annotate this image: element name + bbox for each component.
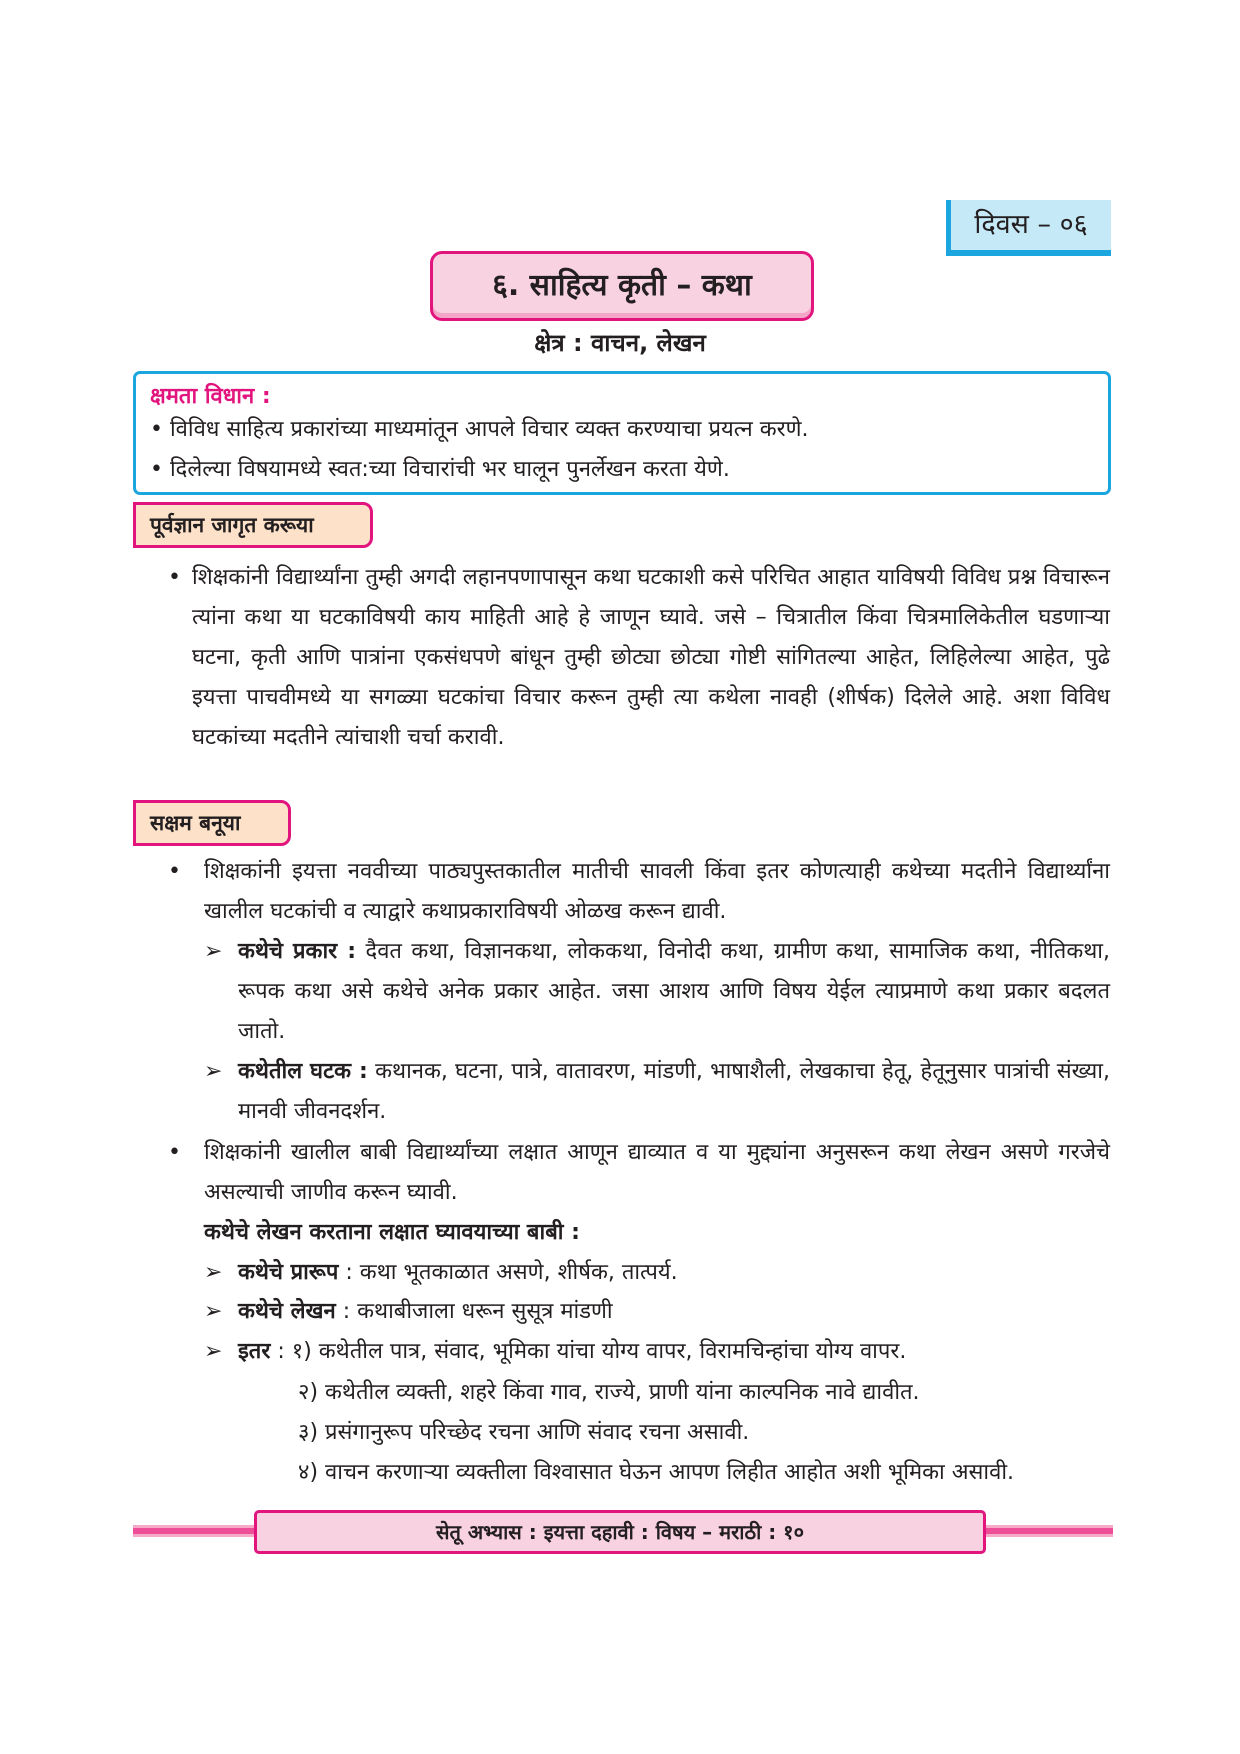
- capability-item: • दिलेल्या विषयामध्ये स्वत:च्या विचारांची भर घालून पुनर्लेखन करता येणे.: [150, 457, 730, 482]
- day-badge: दिवस – ०६: [946, 200, 1111, 256]
- prior-knowledge-text: शिक्षकांनी विद्यार्थ्यांना तुम्ही अगदी लहानपणापासून कथा घटकाशी कसे परिचित आहात याविषयी विविध प्रश्न विचारून त्यांना कथा या घटकाविषयी काय माहिती आहे हे जाणून घ्यावे. जसे – चित्रातील किंवा चित्रमालिकेतील घडणाऱ्या घटना, कृती आणि पात्रांना एकसंधपणे बांधून तुम्ही छोट्या छोट्या गोष्टी सांगितल्या आहेत, लिहिलेल्या आहेत, पुढे इयत्ता पाचवीमध्ये या सगळ्या घटकांचा विचार करून तुम्ही त्या कथेला नावही (शीर्षक) दिलेले आहे. अशा विविध घटकांच्या मदतीने त्यांचाशी चर्चा करावी.: [192, 565, 1110, 750]
- story-types: [238, 932, 1110, 1052]
- writing-points-heading: कथेचे लेखन करताना लक्षात घ्यावयाच्या बाबी :: [204, 1220, 580, 1245]
- sakshm-bullet-1: शिक्षकांनी इयत्ता नववीच्या पाठ्यपुस्तकातील मातीची सावली किंवा इतर कोणत्याही कथेच्या मदतीने विद्यार्थ्यांना खालील घटकांची व त्याद्वारे कथाप्रकाराविषयी ओळख करून द्यावी.: [204, 859, 1110, 924]
- capability-box: [133, 371, 1111, 495]
- bullet-icon: •: [168, 859, 181, 884]
- story-types-label: कथेचे प्रकार :: [238, 939, 357, 964]
- arrow-icon: ➢: [204, 1339, 223, 1364]
- capability-text: विविध साहित्य प्रकारांच्या माध्यमांतून आपले विचार व्यक्त करण्याचा प्रयत्न करणे.: [169, 417, 809, 442]
- other-item: २) कथेतील व्यक्ती, शहरे किंवा गाव, राज्ये, प्राणी यांना काल्पनिक नावे द्यावीत.: [298, 1380, 920, 1405]
- story-elements-text: कथानक, घटना, पात्रे, वातावरण, मांडणी, भाषाशैली, लेखकाचा हेतू, हेतूनुसार पात्रांची संख्या, मानवी जीवनदर्शन.: [238, 1059, 1110, 1124]
- sakshm-bullet-2: शिक्षकांनी खालील बाबी विद्यार्थ्यांच्या लक्षात आणून द्याव्यात व या मुद्द्यांना अनुसरून कथा लेखन असणे गरजेचे असल्याची जाणीव करून घ्यावी.: [204, 1140, 1110, 1205]
- arrow-icon: ➢: [204, 1299, 223, 1324]
- footer-label: सेतू अभ्यास : इयत्ता दहावी : विषय – मराठी : १०: [254, 1510, 986, 1554]
- capability-heading: क्षमता विधान :: [150, 384, 271, 409]
- arrow-icon: ➢: [204, 1260, 223, 1285]
- bullet-icon: •: [168, 565, 181, 590]
- story-types-text: दैवत कथा, विज्ञानकथा, लोककथा, विनोदी कथा, ग्रामीण कथा, सामाजिक कथा, नीतिकथा, रूपक कथा असे कथेचे अनेक प्रकार आहेत. जसा आशय आणि विषय येईल त्याप्रमाणे कथा प्रकार बदलत जातो.: [238, 939, 1110, 1044]
- prior-knowledge-tag: पूर्वज्ञान जागृत करूया: [133, 502, 373, 548]
- story-form-text: : कथा भूतकाळात असणे, शीर्षक, तात्पर्य.: [345, 1260, 678, 1285]
- other-item: ३) प्रसंगानुरूप परिच्छेद रचना आणि संवाद रचना असावी.: [298, 1420, 750, 1445]
- story-writing-text: : कथाबीजाला धरून सुसूत्र मांडणी: [342, 1299, 613, 1324]
- story-writing-label: कथेचे लेखन: [238, 1299, 336, 1324]
- story-form-label: कथेचे प्रारूप: [238, 1260, 339, 1285]
- other-item: : १) कथेतील पात्र, संवाद, भूमिका यांचा योग्य वापर, विरामचिन्हांचा योग्य वापर.: [277, 1339, 907, 1364]
- story-form: [238, 1253, 678, 1293]
- arrow-icon: ➢: [204, 939, 223, 964]
- arrow-icon: ➢: [204, 1059, 223, 1084]
- story-elements: [238, 1052, 1110, 1132]
- capability-text: दिलेल्या विषयामध्ये स्वत:च्या विचारांची भर घालून पुनर्लेखन करता येणे.: [169, 457, 730, 482]
- other-points: [238, 1332, 906, 1372]
- capability-item: • विविध साहित्य प्रकारांच्या माध्यमांतून आपले विचार व्यक्त करण्याचा प्रयत्न करणे.: [150, 417, 809, 442]
- sakshm-tag: सक्षम बनूया: [133, 800, 291, 846]
- story-writing: [238, 1292, 613, 1332]
- other-label: इतर: [238, 1339, 271, 1364]
- subject-area: क्षेत्र : वाचन, लेखन: [534, 329, 706, 357]
- bullet-icon: •: [168, 1140, 181, 1165]
- story-elements-label: कथेतील घटक :: [238, 1059, 368, 1084]
- other-item: ४) वाचन करणाऱ्या व्यक्तीला विश्वासात घेऊन आपण लिहीत आहोत अशी भूमिका असावी.: [298, 1460, 1015, 1485]
- chapter-title: ६. साहित्य कृती – कथा: [430, 251, 814, 321]
